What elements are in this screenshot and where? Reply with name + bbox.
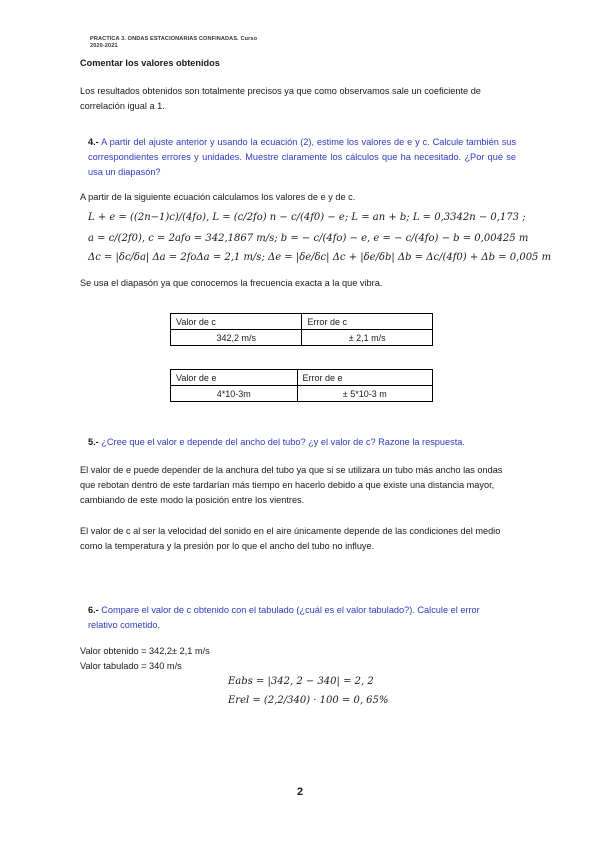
equation-2: a = c/(2f0), c = 2afo = 342,1867 m/s; b = − c/(4fo) − e, e = − c/(4fo) − b = 0,00425 m bbox=[88, 233, 529, 244]
header-line-1: PRACTICA 3. ONDAS ESTACIONARIAS CONFINADAS. Curso bbox=[90, 36, 258, 42]
running-header bbox=[90, 36, 257, 49]
erel-equation: Erel = (2,2/340) · 100 = 0, 65% bbox=[228, 695, 389, 706]
table-e-error: ± 5*10-3 m bbox=[297, 386, 432, 402]
q5-paragraph-2: El valor de c al ser la velocidad del sonido en el aire únicamente depende de las condiciones del medio como la temperatura y la presión por lo que el ancho del tubo no influye. bbox=[80, 526, 501, 551]
equation-3: Δc = |δc/δa| Δa = 2foΔa = 2,1 m/s; Δe = |δe/δc| Δc + |δe/δb| Δb = Δc/(4f0) + Δb = 0,005 m bbox=[88, 252, 552, 263]
header-line-2: 2020-2021 bbox=[90, 42, 118, 49]
q6-obtained: Valor obtenido = 342,2± 2,1 m/s bbox=[80, 646, 210, 656]
table-c bbox=[170, 313, 433, 346]
table-e-header-value: Valor de e bbox=[171, 370, 298, 386]
q6-number: 6.- bbox=[88, 605, 99, 615]
q4-intro: A partir de la siguiente ecuación calculamos los valores de e y de c. bbox=[80, 192, 356, 202]
q6-tabulated: Valor tabulado = 340 m/s bbox=[80, 661, 182, 671]
table-c-header-value: Valor de c bbox=[171, 314, 302, 330]
q5-paragraph-1: El valor de e puede depender de la anchura del tubo ya que si se utilizara un tubo más ancho las ondas que rebotan dentro de este tardarían más tiempo en hacerlo debido a que existe una distancia mayor, cambiando de este modo la posición entre los vientres. bbox=[80, 465, 503, 505]
equation-1: L + e = ((2n−1)c)/(4fo), L = (c/2fo) n − c/(4f0) − e; L = an + b; L = 0,3342n − 0,173 ; bbox=[88, 212, 526, 223]
question-4 bbox=[88, 135, 516, 180]
table-e-value: 4*10-3m bbox=[171, 386, 298, 402]
question-5 bbox=[88, 435, 516, 450]
comment-body: Los resultados obtenidos son totalmente precisos ya que como observamos sale un coeficiente de correlación igual a 1. bbox=[80, 86, 481, 111]
question-6 bbox=[88, 603, 508, 633]
page-number: 2 bbox=[296, 786, 304, 798]
table-c-value: 342,2 m/s bbox=[171, 330, 302, 346]
table-c-error: ± 2,1 m/s bbox=[302, 330, 433, 346]
q5-text: ¿Cree que el valor e depende del ancho del tubo? ¿y el valor de c? Razone la respuesta. bbox=[98, 437, 465, 447]
q6-text: Compare el valor de c obtenido con el tabulado (¿cuál es el valor tabulado?). Calcule el error relativo cometido. bbox=[88, 605, 480, 630]
comment-heading: Comentar los valores obtenidos bbox=[80, 58, 220, 68]
table-c-header-error: Error de c bbox=[302, 314, 433, 330]
table-e bbox=[170, 369, 433, 402]
eabs-equation: Eabs = |342, 2 − 340| = 2, 2 bbox=[228, 676, 374, 687]
table-e-header-error: Error de e bbox=[297, 370, 432, 386]
diapason-answer: Se usa el diapasón ya que conocemos la frecuencia exacta a la que vibra. bbox=[80, 278, 383, 288]
q4-number: 4.- bbox=[88, 137, 99, 147]
q4-text: A partir del ajuste anterior y usando la ecuación (2), estime los valores de e y c. Calcule también sus correspondientes errores y unidades. Muestre claramente los cálculos que ha necesitado. ¿Por qué se usa un diapasón? bbox=[88, 137, 516, 177]
q5-number: 5.- bbox=[88, 437, 99, 447]
